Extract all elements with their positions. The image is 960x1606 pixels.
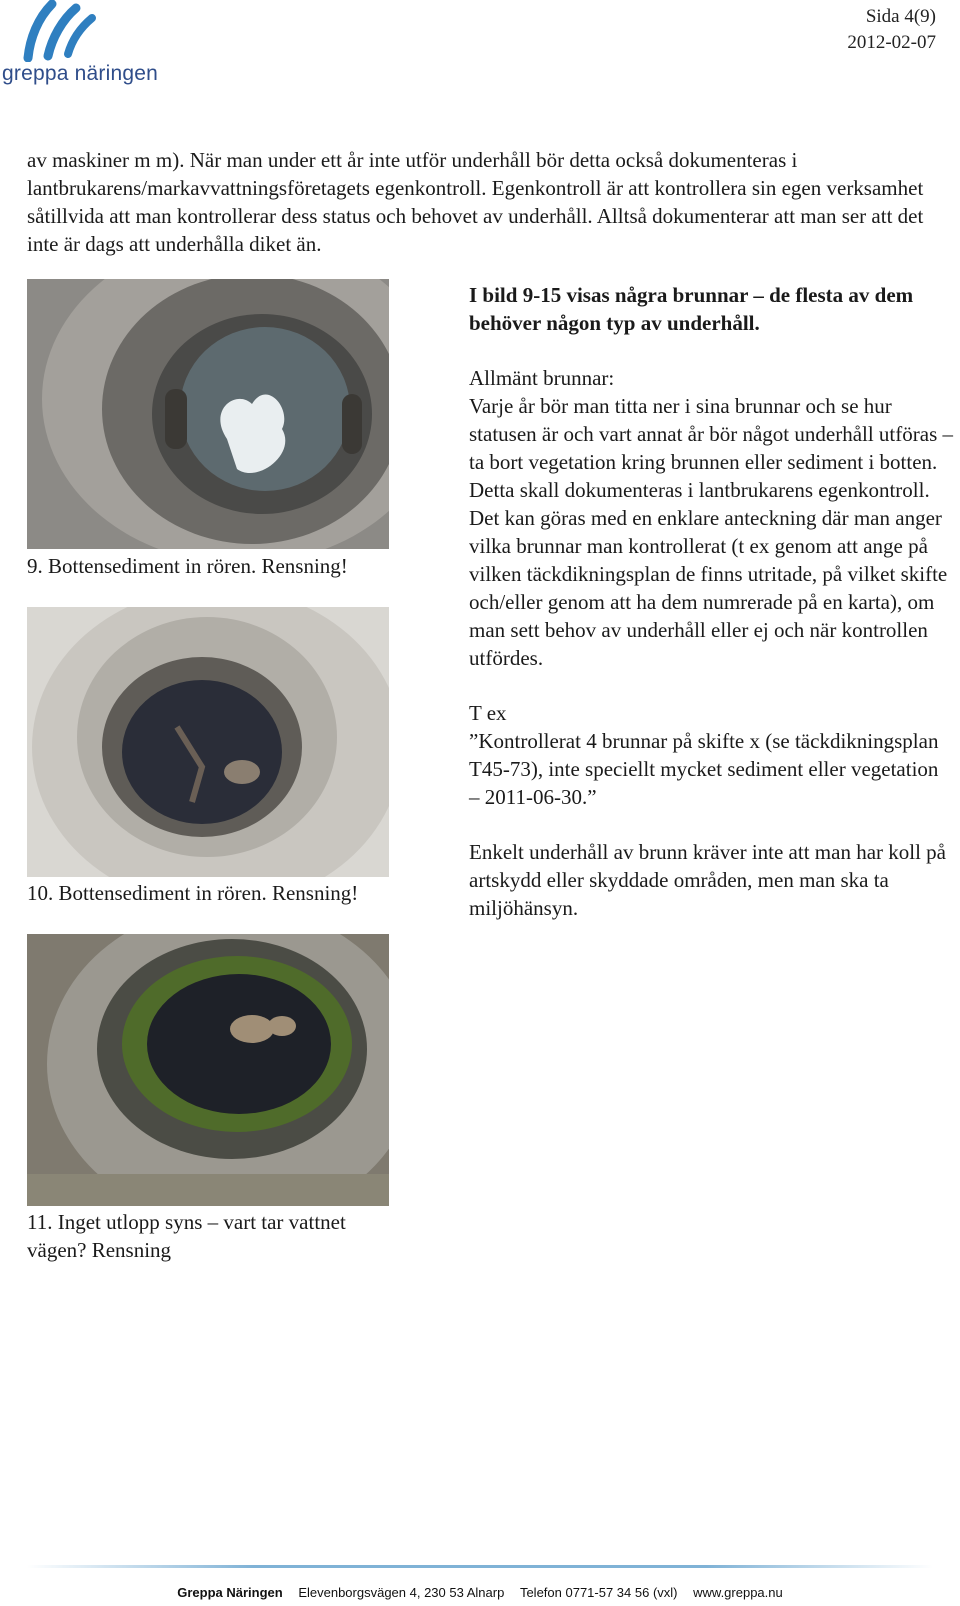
example-label: T ex: [469, 701, 507, 725]
caption-photo-11: 11. Inget utlopp syns – vart tar vattnet vägen? Rensning: [27, 1210, 346, 1262]
section-heading: I bild 9-15 visas några brunnar – de flesta av dem behöver någon typ av underhåll.: [469, 283, 914, 335]
logo-text: greppa näringen: [2, 62, 158, 85]
logo: [0, 0, 170, 95]
page-number: Sida 4(9): [865, 6, 936, 27]
footer: [0, 1585, 960, 1600]
logo-mark-icon: [0, 0, 170, 62]
general-label: Allmänt brunnar:: [469, 366, 615, 390]
footer-phone: Telefon 0771-57 34 56 (vxl): [519, 1585, 678, 1600]
footer-address: Elevenborgsvägen 4, 230 53 Alnarp: [298, 1585, 505, 1600]
page-date: 2012-02-07: [847, 32, 936, 53]
caption-photo-10: 10. Bottensediment in rören. Rensning!: [27, 881, 359, 905]
well-photo-11: [27, 934, 400, 1206]
well-photo-9: [27, 279, 400, 549]
general-text-2: Detta skall dokumenteras i lantbrukarens egenkontroll. Det kan göras med en enklare anteckning där man anger vilka brunnar man kontrollerat (t ex genom att ange på vilken täckdikningsplan de finns utritade, på vilket skifte och/eller genom att ha dem numrerade på en karta), om man sett behov av underhåll eller ej och när kontrollen utfördes.: [469, 478, 948, 670]
footer-divider: [27, 1565, 933, 1568]
example-text: ”Kontrollerat 4 brunnar på skifte x (se täckdikningsplan T45-73), inte speciellt mycket sediment eller vegetation – 2011-06-30.”: [469, 729, 939, 809]
general-text-1: Varje år bör man titta ner i sina brunnar och se hur statusen är och vart annat år bör något underhåll utföras – ta bort vegetation kring brunnen eller sediment i botten.: [469, 394, 953, 474]
intro-paragraph: av maskiner m m). När man under ett år inte utför underhåll bör detta också dokumenteras i lantbrukarens/markavvattningsföretagets egenkontroll. Egenkontroll är att kontrollera sin egen verksamhet såtillvida att man kontrollerar dess status och behovet av underhåll. Alltså dokumenterar att man ser att det inte är dags att underhålla diket än.: [27, 148, 924, 256]
footer-web-link[interactable]: www.greppa.nu: [693, 1585, 783, 1600]
right-column: [469, 281, 954, 922]
well-photo-10: [27, 607, 400, 877]
closing-text: Enkelt underhåll av brunn kräver inte att man har koll på artskydd eller skyddade områden, men man ska ta miljöhänsyn.: [469, 840, 947, 920]
caption-photo-9: 9. Bottensediment in rören. Rensning!: [27, 554, 348, 578]
footer-company: Greppa Näringen: [177, 1585, 283, 1600]
